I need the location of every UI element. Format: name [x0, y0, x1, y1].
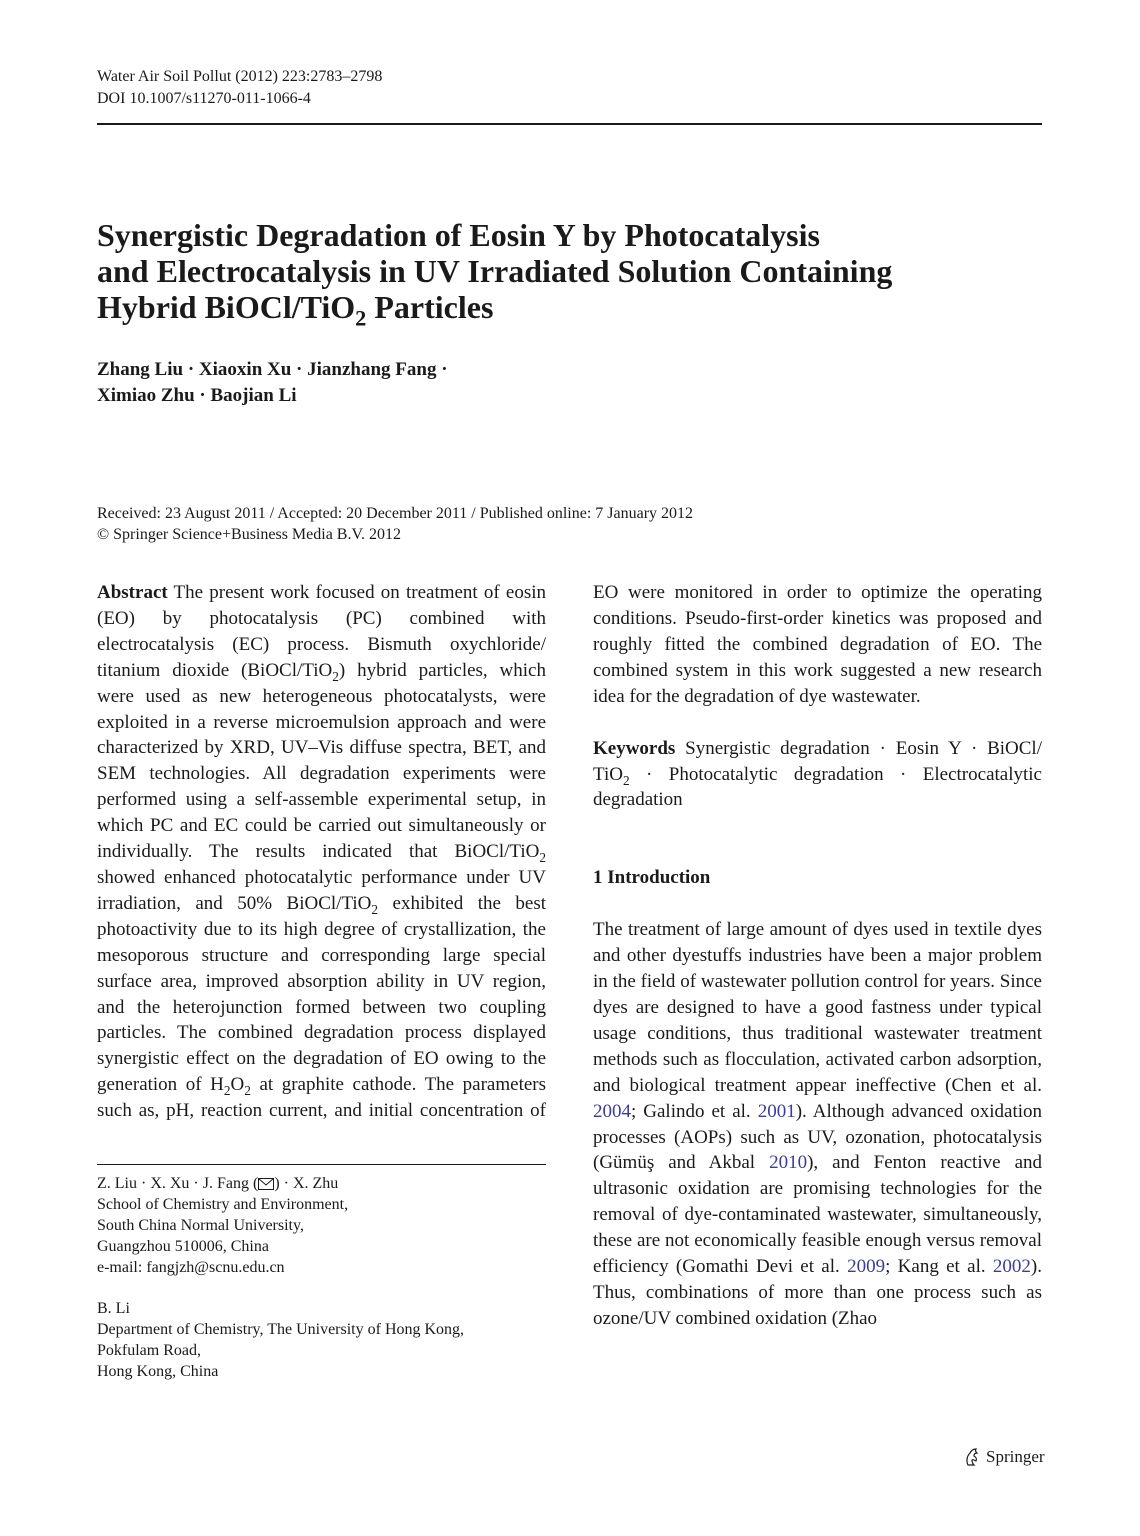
citation-link[interactable]: 2009: [847, 1256, 886, 1278]
copyright-line: © Springer Science+Business Media B.V. 2012: [97, 526, 401, 543]
abstract-continuation: EO were monitored in order to optimize the operating conditions. Pseudo-first-order kinetics was proposed and roughly fitted the combined degradation of EO. The combined system in this work suggested a new research idea for the degradation of dye wastewater.: [593, 582, 1042, 707]
introduction-paragraph: The treatment of large amount of dyes used in textile dyes and other dyestuffs industries have been a major problem in the field of wastewater pollution control for years. Since dyes are designed to have a good fastness under typical usage conditions, thus traditional wastewater treatment methods such as flocculation, activated carbon adsorption, and biological treatment appear ineffective (Chen et al. 2004; Galindo et al. 2001). Although advanced oxidation processes (AOPs) such as UV, ozonation, photocatalysis (Gümüş and Akbal 2010), and Fenton reactive and ultrasonic oxidation are promising technologies for the removal of dye-contaminated wastewater, simultaneously, these are not economically feasible enough versus removal efficiency (Gomathi Devi et al. 2009; Kang et al. 2002). Thus, combinations of more than one process such as ozone/UV combined oxidation (Zhao: [593, 919, 1043, 1329]
affiliations: Z. Liu · X. Xu · J. Fang ( ) · X. Zhu School of Chemistry and Environment, South China Normal University, Guangzhou 510006, China e-mail: fangjzh@scnu.edu.cn B. Li Department of Chemistry, The University of Hong Kong, Pokfulam Road, Hong Kong, China: [97, 1175, 465, 1380]
abstract-label: Abstract: [97, 582, 168, 603]
abstract-paragraph: Abstract The present work focused on treatment of eosin (EO) by photocatalysis (PC) combined with electrocatalysis (EC) process. Bismuth oxychloride/ titanium dioxide (BiOCl/TiO$_2$) hybrid particles, which were used as new heterogeneous photocatalysts, were exploited in a reverse microemulsion approach and were characterized by XRD, UV–Vis diffuse spectra, BET, and SEM technologies. All degradation experiments were performed using a self-assemble experimental setup, in which PC and EC could be carried out simultaneously or individually. The results indicated that BiOCl/TiO$_2$ showed enhanced photocatalytic performance under UV irradiation, and 50% BiOCl/TiO$_2$ exhibited the best photoactivity due to its high degree of crystallization, the mesoporous structure and corresponding large special surface area, improved absorption ability in UV region, and the heterojunction formed between two coupling particles. The combined degradation process displayed synergistic effect on the degradation of EO owing to the generation of $H_2O_2$ at graphite cathode. The parameters such as, pH, reaction current, and initial concentration of: [97, 582, 546, 1122]
citation-link[interactable]: 2002: [992, 1256, 1031, 1278]
keywords-paragraph: Keywords Synergistic degradation · Eosin Y · BiOCl/ TiO$_2$ · Photocatalytic degradation · Electrocatalytic degradation: [593, 737, 1042, 811]
email-link[interactable]: e-mail: fangjzh@scnu.edu.cn: [97, 1259, 285, 1276]
affiliation-rule: [97, 1164, 546, 1165]
citation-link[interactable]: 2010: [769, 1152, 808, 1174]
journal-doi: DOI 10.1007/s11270-011-1066-4: [97, 90, 311, 107]
citation-link[interactable]: 2001: [757, 1100, 796, 1122]
journal-citation: Water Air Soil Pollut (2012) 223:2783–2798: [97, 68, 383, 85]
abstract-column: [97, 580, 546, 1124]
springer-horse-icon: [962, 1447, 982, 1467]
header-rule: [97, 123, 1042, 125]
keywords-label: Keywords: [593, 737, 676, 759]
publisher-logo: [962, 1447, 1045, 1467]
date-history: Received: 23 August 2011 / Accepted: 20 December 2011 / Published online: 7 January 2012: [97, 505, 694, 522]
envelope-icon: [258, 1178, 274, 1190]
publication-dates: [97, 503, 693, 545]
journal-header: [97, 66, 382, 110]
citation-link[interactable]: 2004: [593, 1100, 631, 1122]
right-column: [593, 580, 1042, 1332]
article-title: Synergistic Degradation of Eosin Y by Photocatalysis and Electrocatalysis in UV Irradiated Solution Containing Hybrid BiOCl/TiO$_2$ Particles: [97, 217, 893, 331]
author-list: Zhang Liu · Xiaoxin Xu · Jianzhang Fang · Ximiao Zhu · Baojian Li: [97, 359, 448, 406]
publisher-name: Springer: [986, 1447, 1045, 1466]
section-heading-introduction: 1 Introduction: [593, 867, 711, 889]
